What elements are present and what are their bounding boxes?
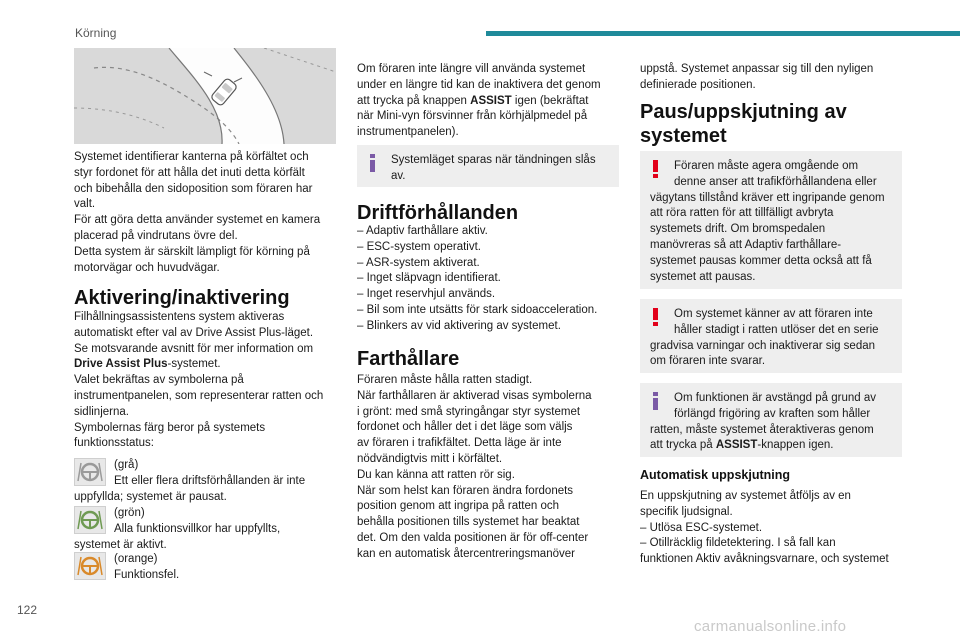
text-line: förlängd frigöring av kraften som håller <box>674 407 871 420</box>
automatic-pause-subheading: Automatisk uppskjutning <box>640 468 790 482</box>
info-icon <box>367 154 379 172</box>
warning-icon <box>650 308 662 326</box>
list-item: – Utlösa ESC-systemet. <box>640 521 763 534</box>
heading-line: systemet <box>640 125 727 147</box>
text-line: Om föraren inte längre vill använda systemet <box>357 63 586 75</box>
text-line: motorvägar och huvudvägar. <box>74 261 220 274</box>
status-color-label: (orange) <box>114 553 158 565</box>
drive-assist-plus-term: Drive Assist Plus <box>74 358 168 371</box>
page-number: 122 <box>17 603 38 617</box>
text-line: Om systemet känner av att föraren inte <box>674 308 873 320</box>
warning-box-driver <box>640 151 902 289</box>
header-accent-bar <box>486 31 960 36</box>
text-line: definierade positionen. <box>640 78 756 91</box>
text-line: Ett eller flera driftsförhållanden är inte <box>114 474 306 487</box>
text-line: funktionsstatus: <box>74 437 154 450</box>
text-line: position genom att ingripa på ratten och <box>357 500 560 513</box>
road-curve-graphic <box>74 48 336 144</box>
list-item: – Inget reservhjul används. <box>357 288 496 301</box>
text-line: När farthållaren är aktiverad visas symbolerna <box>357 389 592 402</box>
text-line: och bibehålla den sidoposition som föraren har <box>74 182 313 195</box>
continued-paragraph <box>640 62 902 94</box>
pause-heading <box>640 100 847 148</box>
list-item: – Blinkers av vid aktivering av systemet. <box>357 319 561 332</box>
text-line: fordonet och håller det i det läge som väljs <box>357 421 573 434</box>
text-line: systemet pausas kommer detta också att få <box>650 254 872 267</box>
conditions-list <box>357 224 627 335</box>
text-line: uppfyllda; systemet är pausat. <box>74 490 227 503</box>
assist-button-term: ASSIST <box>715 439 758 452</box>
cruise-control-heading: Farthållare <box>357 348 460 370</box>
cruise-control-paragraph <box>357 373 619 563</box>
text-line: En uppskjutning av systemet åtföljs av en <box>640 490 851 502</box>
text-line <box>650 438 892 454</box>
text-line: sidlinjerna. <box>74 405 129 418</box>
text-fragment: -knappen igen. <box>757 439 834 452</box>
text-line: behålla positionen tills systemet har beaktat <box>357 516 580 529</box>
text-line: Detta system är särskilt lämpligt för körning på <box>74 245 310 258</box>
text-line: Alla funktionsvillkor har uppfyllts, <box>114 522 281 535</box>
automatic-pause-paragraph <box>640 489 902 568</box>
text-line: under en längre tid kan de inaktivera det genom <box>357 78 601 91</box>
list-item: – Inget släpvagn identifierat. <box>357 272 501 285</box>
text-line: att röra ratten för att tillfälligt avbryta <box>650 207 834 220</box>
text-line: ratten, måste systemet återaktiveras genom <box>650 423 874 436</box>
text-line: Föraren måste hålla ratten stadigt. <box>357 374 533 386</box>
status-color-label: (grön) <box>114 507 145 519</box>
assist-button-term: ASSIST <box>470 94 512 107</box>
text-line: systemet att pausas. <box>650 270 756 283</box>
text-line: i grönt: med små styringångar styr systemet <box>357 405 581 418</box>
text-line: Du kan känna att ratten rör sig. <box>357 468 515 481</box>
text-line: gradvisa varningar och inaktiverar sig sedan <box>650 339 876 352</box>
text-line: vägytans tillstånd kräver ett ingripande genom <box>650 191 885 204</box>
text-line: av. <box>391 169 406 182</box>
list-item: – Bil som inte utsätts för stark sidoacceleration. <box>357 303 598 316</box>
text-fragment: att trycka på knappen <box>357 94 471 107</box>
info-box-reactivate <box>640 383 902 457</box>
text-line: För att göra detta använder systemet en kamera <box>74 214 321 227</box>
info-box-memory <box>357 145 619 187</box>
warning-icon <box>650 160 662 178</box>
text-fragment: igen (bekräftat <box>511 94 589 107</box>
text-line: styr fordonet för att hålla det inuti detta körfält <box>74 166 305 179</box>
status-green-text <box>74 506 336 553</box>
text-line: specifik ljudsignal. <box>640 505 733 518</box>
text-line: denne anser att trafikförhållandena eller <box>674 175 877 188</box>
text-line: det. Om den valda positionen är för off-center <box>357 531 589 544</box>
text-line <box>74 357 344 373</box>
text-line: av föraren i trafikfältet. Detta läge är inte <box>357 437 562 450</box>
text-line: Symbolernas färg beror på systemets <box>74 421 266 434</box>
status-color-label: (grå) <box>114 459 139 471</box>
text-fragment: att trycka på <box>650 439 716 452</box>
text-line: nödvändigtvis mitt i körfältet. <box>357 452 503 465</box>
text-line: Valet bekräftas av symbolerna på <box>74 374 244 387</box>
activation-heading: Aktivering/inaktivering <box>74 287 290 309</box>
watermark: carmanualsonline.info <box>694 618 847 635</box>
text-line <box>357 94 619 110</box>
text-line: automatiskt efter val av Drive Assist Plus-läget. <box>74 326 314 339</box>
status-grey-text <box>74 458 336 505</box>
status-orange-text <box>74 552 336 584</box>
text-line: valt. <box>74 198 96 211</box>
info-icon <box>650 392 662 410</box>
text-fragment: -systemet. <box>167 358 221 371</box>
text-line: kan en automatisk återcentreringsmanöver <box>357 547 575 560</box>
list-item: – ASR-system aktiverat. <box>357 256 480 269</box>
text-line: När som helst kan föraren ändra fordonets <box>357 484 574 497</box>
text-line: instrumentpanelen). <box>357 126 459 139</box>
text-line: Föraren måste agera omgående om <box>674 160 859 172</box>
intro-paragraph <box>74 150 336 276</box>
text-line: Systemet identifierar kanterna på körfältet och <box>74 151 309 163</box>
text-line: Se motsvarande avsnitt för mer information om <box>74 342 314 355</box>
text-line: när Mini-vyn försvinner från körhjälpmedel på <box>357 110 588 123</box>
text-line: manövreras så att Adaptiv farthållare- <box>650 238 842 251</box>
deactivation-paragraph <box>357 62 619 141</box>
text-line: om föraren inte svarar. <box>650 355 766 368</box>
list-item: – Otillräcklig fildetektering. I så fall kan <box>640 537 836 550</box>
operating-conditions-heading: Driftförhållanden <box>357 202 519 224</box>
running-header: Körning <box>75 26 117 40</box>
text-line: uppstå. Systemet anpassar sig till den nyligen <box>640 63 874 75</box>
activation-paragraph <box>74 310 344 452</box>
text-line: Om funktionen är avstängd på grund av <box>674 392 877 404</box>
text-line: Systemläget sparas när tändningen slås <box>391 154 596 166</box>
warning-box-hands-off <box>640 299 902 373</box>
text-line: Filhållningsassistentens system aktiveras <box>74 311 285 323</box>
lane-keeping-illustration <box>74 48 336 144</box>
text-line: Funktionsfel. <box>114 568 180 581</box>
text-line: instrumentpanelen, som representerar ratten och <box>74 389 324 402</box>
list-item: – ESC-system operativt. <box>357 240 481 253</box>
list-item: – Adaptiv farthållare aktiv. <box>357 225 488 237</box>
text-line: placerad på vindrutans övre del. <box>74 229 238 242</box>
text-line: systemet är aktivt. <box>74 538 167 551</box>
text-line: systemets drift. Om bromspedalen <box>650 223 826 236</box>
heading-line: Paus/uppskjutning av <box>640 101 847 123</box>
text-line: håller stadigt i ratten utlöser det en serie <box>674 323 879 336</box>
text-line: funktionen Aktiv avåkningsvarnare, och systemet <box>640 553 889 566</box>
